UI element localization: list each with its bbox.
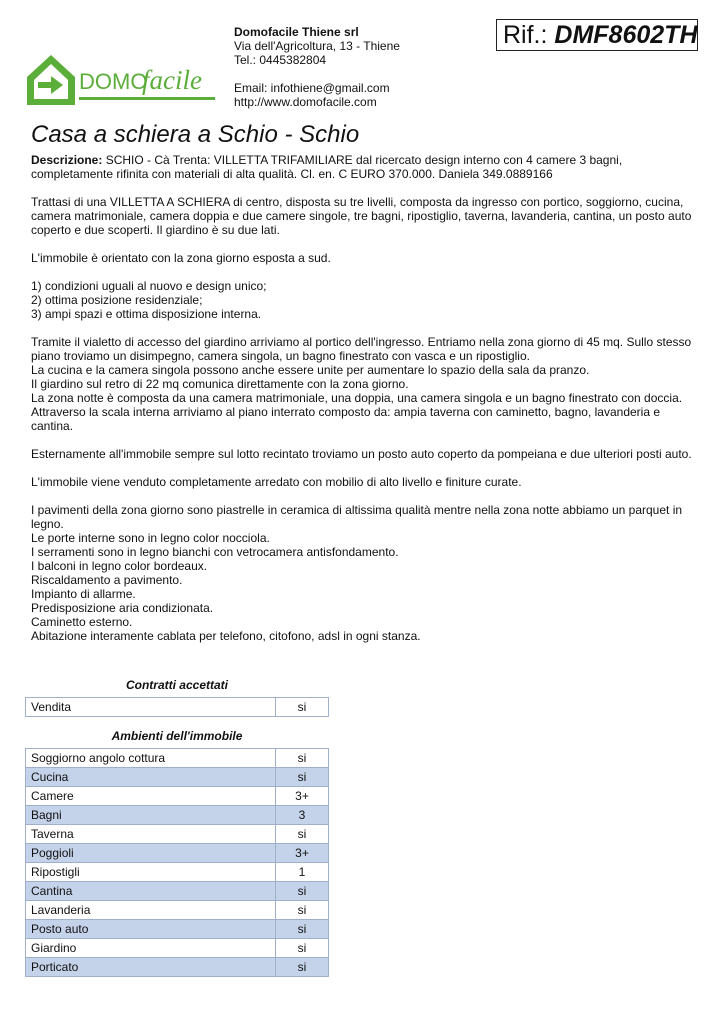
description-line: I serramenti sono in legno bianchi con vetrocamera antisfondamento.: [31, 545, 399, 559]
row-value: si: [276, 939, 329, 958]
description-paragraph: [31, 279, 696, 321]
row-value: si: [276, 768, 329, 787]
description-line: L'immobile viene venduto completamente arredato con mobilio di alto livello e finiture curate.: [31, 475, 522, 489]
description-paragraph: [31, 251, 696, 265]
row-label: Porticato: [26, 958, 276, 977]
row-label: Taverna: [26, 825, 276, 844]
description-line: Le porte interne sono in legno color nocciola.: [31, 531, 270, 545]
description: [31, 153, 696, 657]
contracts-table: [25, 697, 329, 717]
table-row: [26, 749, 329, 768]
description-line: La zona notte è composta da una camera matrimoniale, una doppia, una camera singola e un bagno finestrato con doccia.: [31, 391, 683, 405]
row-label: Cantina: [26, 882, 276, 901]
description-line: Riscaldamento a pavimento.: [31, 573, 183, 587]
description-line: 3) ampi spazi e ottima disposizione interna.: [31, 307, 262, 321]
row-value: 1: [276, 863, 329, 882]
row-value: si: [276, 698, 329, 717]
row-label: Poggioli: [26, 844, 276, 863]
row-value: si: [276, 920, 329, 939]
table-row: [26, 787, 329, 806]
table-row: [26, 768, 329, 787]
description-line: Caminetto esterno.: [31, 615, 133, 629]
description-line: I balconi in legno color bordeaux.: [31, 559, 208, 573]
description-line: Predisposizione aria condizionata.: [31, 601, 214, 615]
table-row: [26, 901, 329, 920]
table-row: [26, 958, 329, 977]
description-paragraph: [31, 447, 696, 461]
row-value: si: [276, 882, 329, 901]
contracts-title: Contratti accettati: [125, 678, 229, 692]
description-line: I pavimenti della zona giorno sono piastrelle in ceramica di altissima qualità mentre nella zona notte abbiamo un parquet in legno.: [31, 503, 683, 531]
company-name: Domofacile Thiene srl: [234, 25, 359, 39]
table-row: [26, 806, 329, 825]
description-label: Descrizione:: [31, 153, 103, 167]
domofacile-logo: [25, 52, 220, 108]
table-row: [26, 882, 329, 901]
description-line: L'immobile è orientato con la zona giorno esposta a sud.: [31, 251, 331, 265]
description-line: Il giardino sul retro di 22 mq comunica direttamente con la zona giorno.: [31, 377, 409, 391]
row-label: Soggiorno angolo cottura: [26, 749, 276, 768]
row-label: Posto auto: [26, 920, 276, 939]
description-intro-text: SCHIO - Cà Trenta: VILLETTA TRIFAMILIARE dal ricercato design interno con 4 camere 3 bagni, completamente rifinita con materiali di alta qualità. Cl. en. C EURO 370.000. Daniela 349.0889166: [31, 153, 623, 181]
description-paragraph: [31, 475, 696, 489]
row-label: Camere: [26, 787, 276, 806]
row-value: 3+: [276, 844, 329, 863]
description-line: 1) condizioni uguali al nuovo e design unico;: [31, 279, 267, 293]
row-value: 3: [276, 806, 329, 825]
table-row: [26, 825, 329, 844]
table-row: [26, 863, 329, 882]
description-intro: [31, 153, 696, 181]
company-website: http://www.domofacile.com: [234, 95, 377, 109]
row-value: si: [276, 958, 329, 977]
description-paragraph: [31, 503, 696, 643]
reference-label: Rif.:: [503, 21, 548, 49]
description-line: Trattasi di una VILLETTA A SCHIERA di centro, disposta su tre livelli, composta da ingresso con portico, soggiorno, cucina, camera matrimoniale, camera doppia e due camere singole, tre bagni, ripostiglio, taverna, lavanderia, cantina, un posto auto coperto e due scoperti. Il giardino è su due lati.: [31, 195, 692, 237]
row-label: Giardino: [26, 939, 276, 958]
description-line: La cucina e la camera singola possono anche essere unite per aumentare lo spazio della sala da pranzo.: [31, 363, 590, 377]
description-line: Abitazione interamente cablata per telefono, citofono, adsl in ogni stanza.: [31, 629, 421, 643]
row-label: Ripostigli: [26, 863, 276, 882]
row-value: 3+: [276, 787, 329, 806]
rooms-table: [25, 748, 329, 977]
company-address: Via dell'Agricoltura, 13 - Thiene: [234, 39, 400, 53]
row-label: Vendita: [26, 698, 276, 717]
table-row: [26, 698, 329, 717]
row-value: si: [276, 749, 329, 768]
description-line: 2) ottima posizione residenziale;: [31, 293, 203, 307]
rooms-title: Ambienti dell'immobile: [111, 729, 243, 743]
row-label: Bagni: [26, 806, 276, 825]
reference-box: [496, 19, 698, 51]
description-paragraph: [31, 195, 696, 237]
table-row: [26, 920, 329, 939]
row-value: si: [276, 825, 329, 844]
reference-code: DMF8602TH: [554, 21, 698, 49]
row-value: si: [276, 901, 329, 920]
description-paragraph: [31, 335, 696, 433]
logo-text-main: DOMO: [79, 69, 148, 94]
table-row: [26, 844, 329, 863]
description-line: Attraverso la scala interna arriviamo al piano interrato composto da: ampia taverna con caminetto, bagno, lavanderia e cantina.: [31, 405, 661, 433]
description-line: Esternamente all'immobile sempre sul lotto recintato troviamo un posto auto coperto da pompeiana e due ulteriori posti auto.: [31, 447, 692, 461]
logo-text-accent: facile: [142, 65, 202, 95]
listing-title: Casa a schiera a Schio - Schio: [31, 121, 360, 148]
table-row: [26, 939, 329, 958]
description-line: Tramite il vialetto di accesso del giardino arriviamo al portico dell'ingresso. Entriamo nella zona giorno di 45 mq. Sullo stesso piano troviamo un disimpegno, camera singola, un bagno finestrato con vasca e un ripostiglio.: [31, 335, 692, 363]
row-label: Cucina: [26, 768, 276, 787]
company-phone: Tel.: 0445382804: [234, 53, 327, 67]
description-line: Impianto di allarme.: [31, 587, 136, 601]
company-info: [234, 25, 400, 109]
row-label: Lavanderia: [26, 901, 276, 920]
company-email: Email: infothiene@gmail.com: [234, 81, 390, 95]
